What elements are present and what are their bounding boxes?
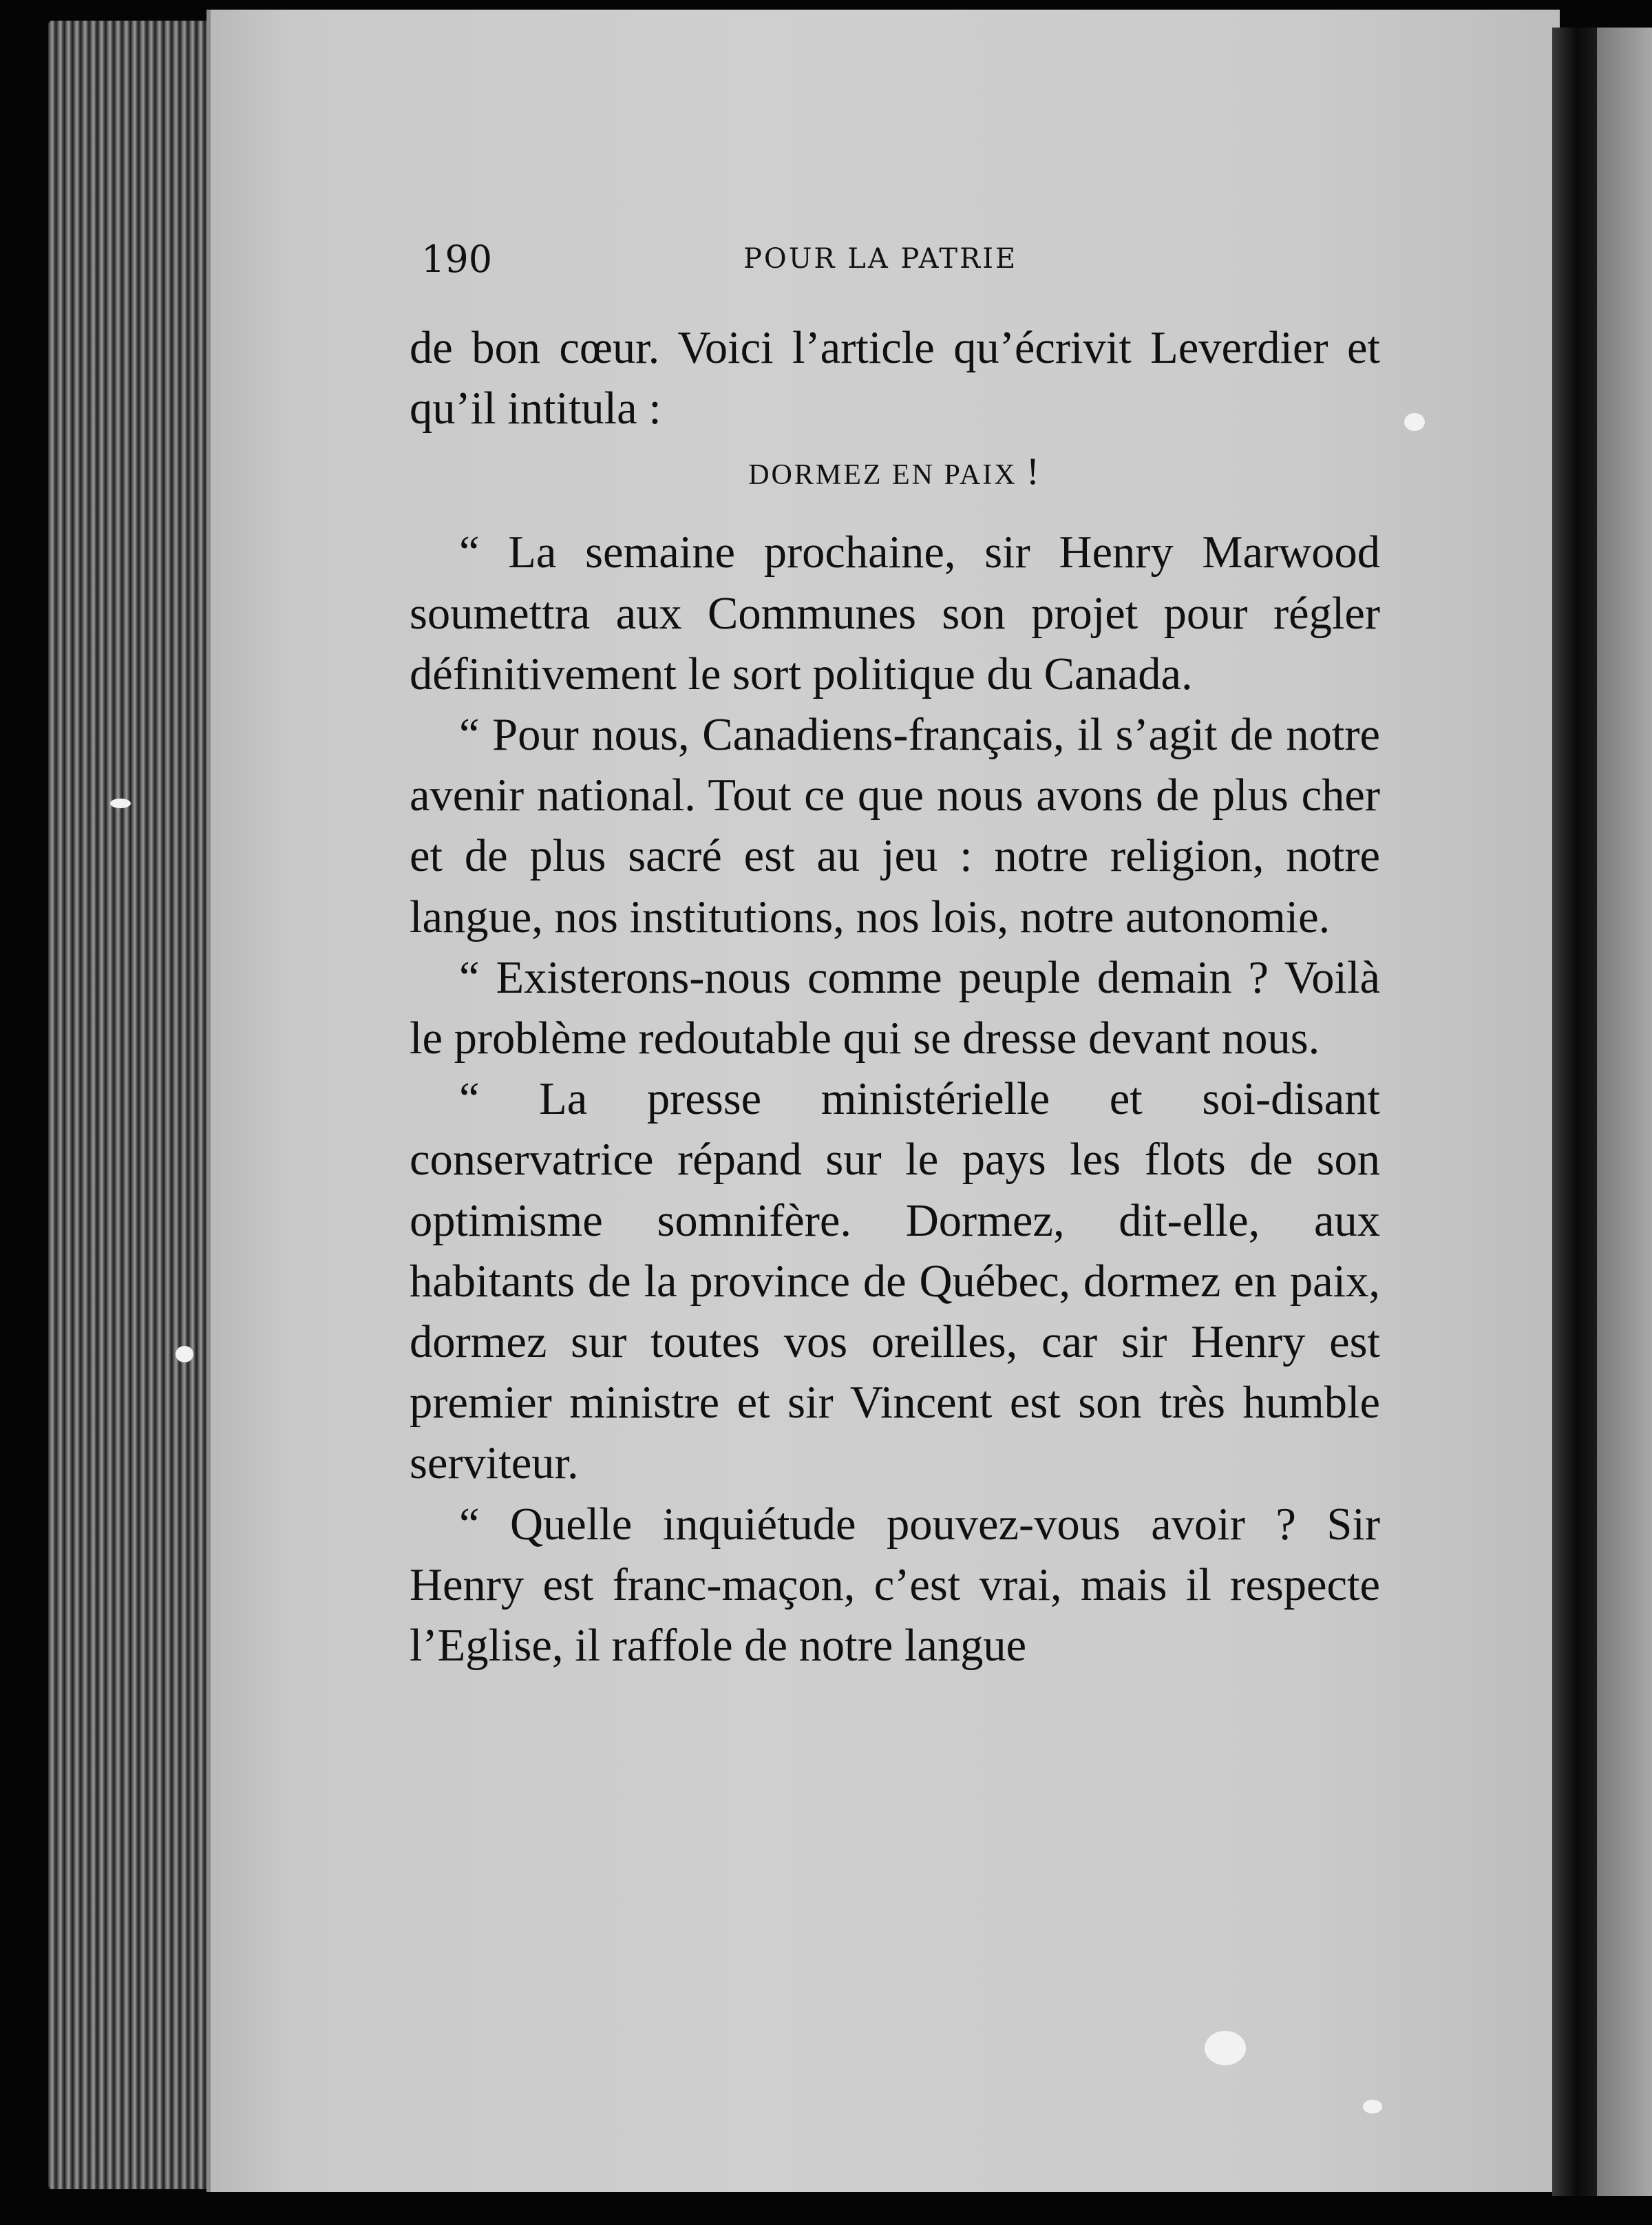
scan-speck [176,1346,193,1362]
scan-speck [1363,2100,1382,2113]
paragraph: “ Pour nous, Canadiens-français, il s’agit de notre avenir national. Tout ce que nous avons de plus cher et de plus sacré est au jeu : notre religion, notre langue, nos institutions, nos lois, notre autonomie. [410,710,1380,942]
running-title: POUR LA PATRIE [743,243,1018,275]
article-title [410,449,1380,498]
scan-speck [110,799,131,808]
scan-speck [1205,2031,1246,2065]
paragraph: “ La presse ministérielle et soi-disant conservatrice répand sur le pays les flots de son optimisme somnifère. Dormez, dit-elle, aux habitants de la province de Québec, dormez en paix, dormez sur toutes vos oreilles, car sir Henry est premier ministre et sir Vincent est son très humble serviteur. [410,1074,1380,1489]
running-head [413,238,1377,286]
paragraph: “ Existerons-nous comme peuple demain ? Voilà le problème redoutable qui se dresse devant nous. [410,952,1380,1064]
facing-page-edge [1597,28,1652,2196]
article-title-mark: ! [1026,450,1041,494]
page-edges [48,21,220,2189]
scan-speck [1404,413,1425,431]
page-text [410,318,1380,1676]
book-gutter [1552,28,1600,2196]
page-number: 190 [421,238,493,281]
paragraph: “ Quelle inquiétude pouvez-vous avoir ? Sir Henry est franc-maçon, c’est vrai, mais il respecte l’Eglise, il raffole de notre langue [410,1499,1380,1672]
paragraph: “ La semaine prochaine, sir Henry Marwood soumettra aux Communes son projet pour régler définitivement le sort politique du Canada. [410,527,1380,699]
intro-paragraph: de bon cœur. Voici l’article qu’écrivit Leverdier et qu’il intitula : [410,323,1380,434]
article-title-text: DORMEZ EN PAIX [748,459,1017,492]
